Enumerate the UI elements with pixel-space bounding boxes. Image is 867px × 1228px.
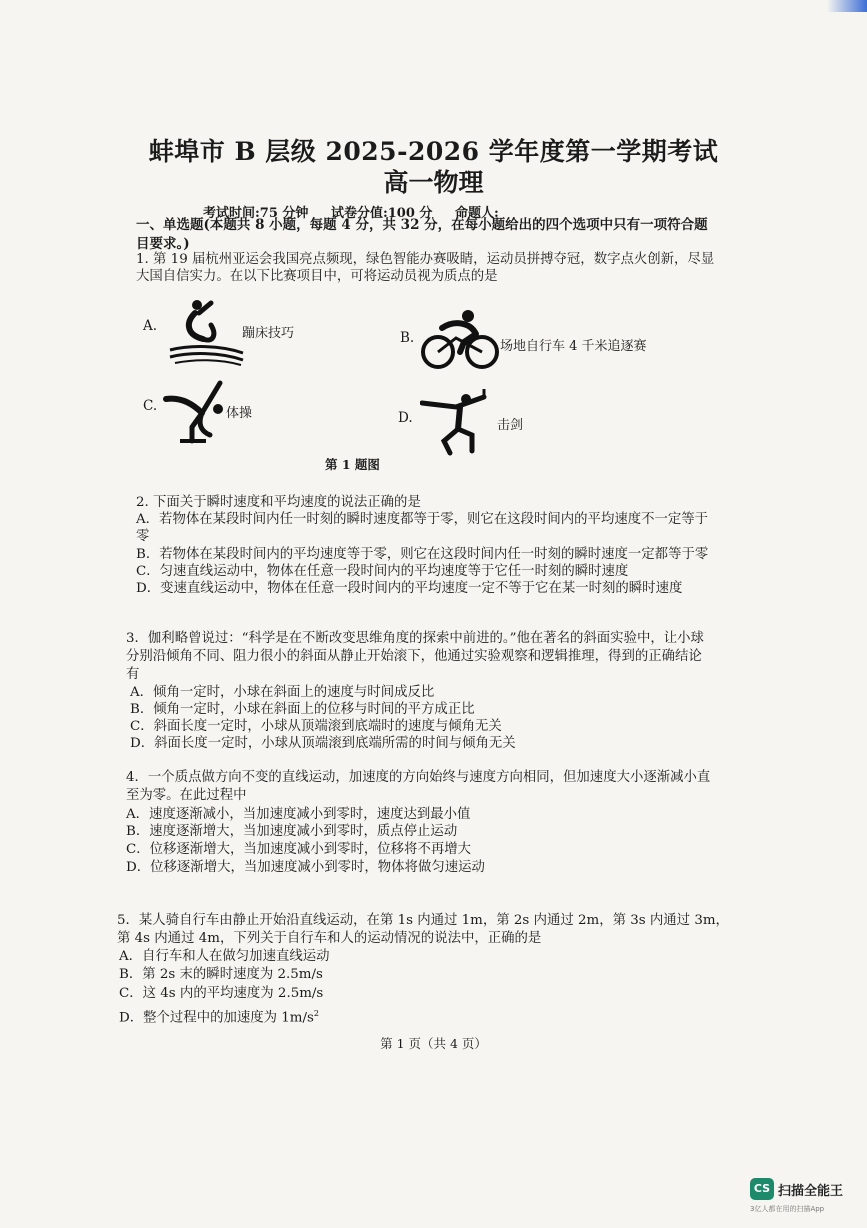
- section-heading: 一、单选题(本题共 8 小题，每题 4 分，共 32 分，在每小题给出的四个选项中只有一项符合题目要求。): [136, 217, 708, 252]
- q2-option-a-line1: A．若物体在某段时间内任一时刻的瞬时速度都等于零，则它在这段时间内的平均速度不一定等于: [136, 512, 709, 527]
- q2-option-c: C．匀速直线运动中，物体在任意一段时间内的平均速度等于它任一时刻的瞬时速度: [136, 564, 629, 579]
- q1-figure-caption: 第 1 题图: [325, 457, 380, 472]
- q1-option-a-letter: A.: [143, 318, 158, 334]
- q5-option-d: [119, 1005, 319, 1026]
- gymnastics-pictogram-icon: [162, 375, 232, 445]
- exam-author: 命题人:: [454, 206, 499, 221]
- q1-option-c-letter: C.: [143, 398, 158, 414]
- q1-option-b-caption: 场地自行车 4 千米追逐赛: [500, 339, 647, 354]
- scanner-watermark: [750, 1178, 860, 1218]
- page-number: 第 1 页（共 4 页）: [380, 1036, 487, 1051]
- q5-option-a: A．自行车和人在做匀加速直线运动: [119, 949, 330, 964]
- q5-stem-line1: 5．某人骑自行车由静止开始沿直线运动，在第 1s 内通过 1m，第 2s 内通过 2m，第 3s 内通过 3m，: [117, 913, 729, 928]
- q4-option-d: D．位移逐渐增大，当加速度减小到零时，物体将做匀速运动: [126, 860, 485, 875]
- q2-option-b: B．若物体在某段时间内的平均速度等于零，则它在这段时间内任一时刻的瞬时速度一定都等于零: [136, 547, 709, 562]
- cycling-pictogram-icon: [420, 308, 500, 370]
- exam-score: 试卷分值:100 分: [330, 206, 433, 221]
- q3-option-d: D．斜面长度一定时，小球从顶端滚到底端所需的时间与倾角无关: [130, 736, 516, 751]
- q1-option-b-letter: B.: [400, 330, 415, 346]
- q1-option-c-caption: 体操: [226, 406, 253, 421]
- q5-option-d-exponent: 2: [313, 1009, 319, 1018]
- q1-option-d-letter: D.: [398, 410, 413, 426]
- q5-stem-line2: 第 4s 内通过 4m，下列关于自行车和人的运动情况的说法中，正确的是: [117, 931, 542, 946]
- page-corner-edge: [827, 0, 867, 12]
- q1-stem-line1: 1. 第 19 届杭州亚运会我国亮点频现，绿色智能办赛吸睛，运动员拼搏夺冠，数字点火创新，尽显: [136, 252, 715, 267]
- q2-stem: 2. 下面关于瞬时速度和平均速度的说法正确的是: [136, 495, 421, 510]
- q4-stem-line2: 至为零。在此过程中: [126, 788, 247, 803]
- q2-option-a-line2: 零: [136, 529, 150, 544]
- q1-option-a-caption: 蹦床技巧: [242, 326, 295, 341]
- q2-option-d: D．变速直线运动中，物体在任意一段时间内的平均速度一定不等于它在某一时刻的瞬时速度: [136, 581, 683, 596]
- q4-option-b: B．速度逐渐增大，当加速度减小到零时，质点停止运动: [126, 824, 458, 839]
- q5-option-b: B．第 2s 末的瞬时速度为 2.5m/s: [119, 967, 323, 982]
- watermark-tagline: 3亿人都在用的扫描App: [750, 1205, 825, 1213]
- q5-option-c: C．这 4s 内的平均速度为 2.5m/s: [119, 986, 324, 1001]
- q3-option-b: B．倾角一定时，小球在斜面上的位移与时间的平方成正比: [130, 702, 475, 717]
- fencing-pictogram-icon: [420, 385, 492, 457]
- exam-time: 考试时间:75 分钟: [203, 206, 309, 221]
- q4-stem-line1: 4．一个质点做方向不变的直线运动，加速度的方向始终与速度方向相同，但加速度大小逐渐减小直: [126, 770, 711, 785]
- q4-option-a: A．速度逐渐减小，当加速度减小到零时，速度达到最小值: [126, 807, 471, 822]
- q1-option-d-caption: 击剑: [497, 418, 524, 433]
- watermark-brand: 扫描全能王: [778, 1184, 844, 1199]
- q4-option-c: C．位移逐渐增大，当加速度减小到零时，位移将不再增大: [126, 842, 472, 857]
- q3-stem-line2: 分别沿倾角不同、阻力很小的斜面从静止开始滚下，他通过实验观察和逻辑推理，得到的正确结论: [126, 649, 702, 664]
- q3-stem-line3: 有: [126, 667, 140, 682]
- camscanner-logo-icon: CS: [750, 1178, 774, 1200]
- exam-subtitle: 高一物理: [383, 168, 484, 197]
- q3-option-a: A．倾角一定时，小球在斜面上的速度与时间成反比: [130, 685, 435, 700]
- exam-title: 蚌埠市 B 层级 2025-2026 学年度第一学期考试: [148, 137, 719, 166]
- q5-option-d-text: D．整个过程中的加速度为 1m/s: [119, 1010, 314, 1026]
- q3-stem-line1: 3．伽利略曾说过：“科学是在不断改变思维角度的探索中前进的。”他在著名的斜面实验中，让小球: [126, 631, 704, 646]
- trampoline-pictogram-icon: [165, 295, 245, 370]
- q3-option-c: C．斜面长度一定时，小球从顶端滚到底端时的速度与倾角无关: [130, 719, 502, 734]
- q1-stem-line2: 大国自信实力。在以下比赛项目中，可将运动员视为质点的是: [136, 269, 498, 284]
